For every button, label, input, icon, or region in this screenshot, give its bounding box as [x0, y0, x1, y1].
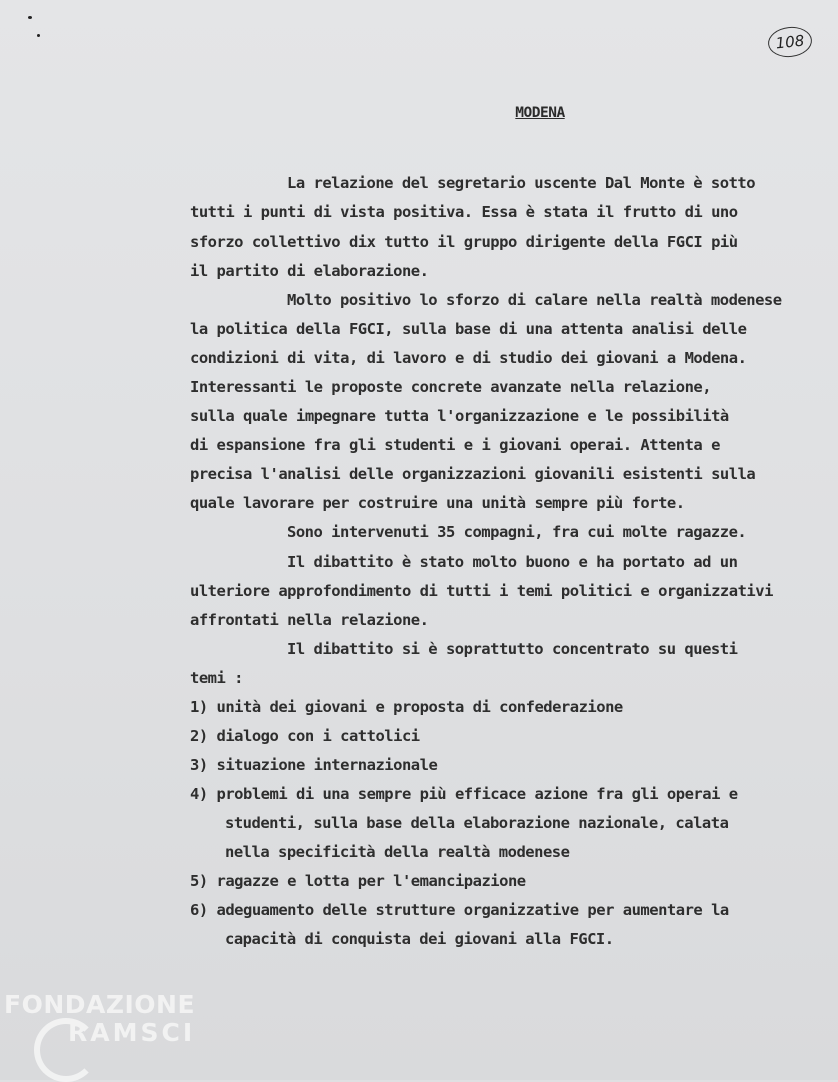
text-line: sulla quale impegnare tutta l'organizzazione e le possibilità	[190, 407, 729, 425]
text-line: Il dibattito si è soprattutto concentrato su questi	[287, 640, 738, 658]
text-line: Il dibattito è stato molto buono e ha portato ad un	[287, 553, 738, 571]
text-line: Interessanti le proposte concrete avanzate nella relazione,	[190, 378, 712, 396]
watermark-line1: FONDAZIONE	[4, 990, 196, 1019]
list-item-continuation: capacità di conquista dei giovani alla FGCI.	[225, 930, 614, 948]
list-item-continuation: studenti, sulla base della elaborazione nazionale, calata	[225, 814, 729, 832]
text-line: Molto positivo lo sforzo di calare nella realtà modenese	[287, 291, 782, 309]
list-item: 3) situazione internazionale	[190, 756, 438, 774]
text-line: precisa l'analisi delle organizzazioni giovanili esistenti sulla	[190, 465, 756, 483]
list-item: 4) problemi di una sempre più efficace azione fra gli operai e	[190, 785, 738, 803]
watermark-line2: RAMSCI	[68, 1018, 196, 1047]
list-item: 2) dialogo con i cattolici	[190, 727, 420, 745]
text-line: La relazione del segretario uscente Dal Monte è sotto	[287, 174, 756, 192]
text-line: affrontati nella relazione.	[190, 611, 429, 629]
list-item-continuation: nella specificità della realtà modenese	[225, 843, 570, 861]
text-line: ulteriore approfondimento di tutti i temi politici e organizzativi	[190, 582, 773, 600]
list-item: 1) unità dei giovani e proposta di confederazione	[190, 698, 623, 716]
archive-watermark-logo	[4, 990, 224, 1070]
handwritten-page-number: 108	[767, 25, 814, 59]
text-line: sforzo collettivo dix tutto il gruppo dirigente della FGCI più	[190, 233, 738, 251]
text-line: Sono intervenuti 35 compagni, fra cui molte ragazze.	[287, 523, 747, 541]
list-item: 6) adeguamento delle strutture organizzative per aumentare la	[190, 901, 729, 919]
text-line: temi :	[190, 669, 243, 687]
text-line: tutti i punti di vista positiva. Essa è stata il frutto di uno	[190, 203, 738, 221]
text-line: di espansione fra gli studenti e i giovani operai. Attenta e	[190, 436, 720, 454]
document-heading: MODENA	[515, 105, 565, 121]
text-line: il partito di elaborazione.	[190, 262, 429, 280]
text-line: condizioni di vita, di lavoro e di studio dei giovani a Modena.	[190, 349, 747, 367]
text-line: la politica della FGCI, sulla base di una attenta analisi delle	[190, 320, 747, 338]
list-item: 5) ragazze e lotta per l'emancipazione	[190, 872, 526, 890]
text-line: quale lavorare per costruire una unità sempre più forte.	[190, 494, 685, 512]
